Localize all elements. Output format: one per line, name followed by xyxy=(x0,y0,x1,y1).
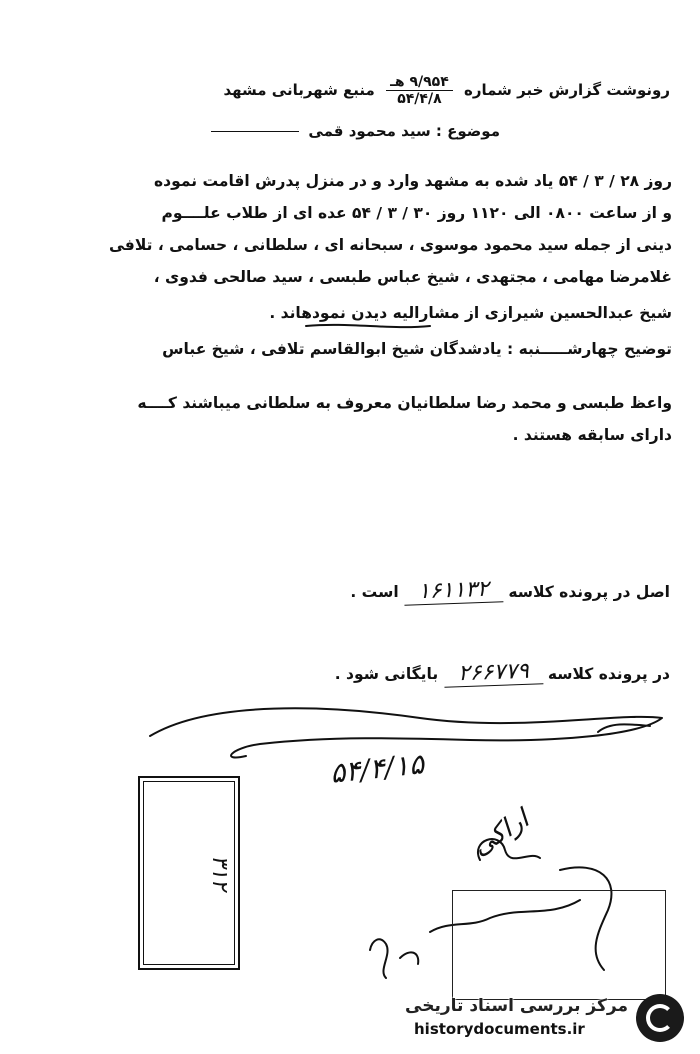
body-line: واعظ طبسی و محمد رضا سلطانیان معروف به سلطانی میباشند کــــه xyxy=(137,394,672,412)
body-line: شیخ عبدالحسین شیرازی از مشارالیه دیدن نمودهاند . xyxy=(269,304,672,322)
filing-line-original xyxy=(20,578,670,604)
filing-original-prefix: اصل در پرونده کلاسه xyxy=(508,583,670,601)
header-source: منبع شهربانی مشهد xyxy=(223,81,375,99)
watermark-url[interactable]: historydocuments.ir xyxy=(414,1020,585,1038)
body-line: دینی از جمله سید محمود موسوی ، سبحانه ای ، سلطانی ، حسامی ، تلافی xyxy=(109,236,672,254)
signature-scribble xyxy=(370,939,388,978)
header-prefix: رونوشت گزارش خبر شماره xyxy=(463,81,670,99)
underline-mark xyxy=(306,325,430,327)
signature-scribble xyxy=(400,952,418,964)
body-line: غلامرضا مهامی ، مجتهدی ، شیخ عباس طبسی ، سید صالحی فدوی ، xyxy=(153,268,672,286)
body-line: و از ساعت ۰۸۰۰ الی ۱۱۲۰ روز ۳۰ / ۳ / ۵۴ عده ای از طلاب علــــوم xyxy=(161,204,672,222)
signature-tail xyxy=(598,724,650,732)
handwritten-date: ۵۴/۴/۱۵ xyxy=(328,747,426,790)
filing-archive-suffix: بایگانی شود . xyxy=(334,665,439,683)
filing-archive-prefix: در پرونده کلاسه xyxy=(547,665,670,683)
body-line: دارای سابقه هستند . xyxy=(512,426,672,444)
report-header xyxy=(223,74,670,107)
reference-number: ۹/۹۵۴ هـ xyxy=(386,74,453,91)
subject-label: موضوع : سید محمود قمی xyxy=(308,122,500,140)
filing-archive-number: ۲۶۶۷۷۹ xyxy=(443,658,543,687)
archive-logo-icon xyxy=(636,994,684,1042)
subject-underline xyxy=(211,131,299,132)
body-line: توضیح چهارشـــــنبه : یادشدگان شیخ ابوالقاسم تلافی ، شیخ عباس xyxy=(162,340,672,358)
filing-original-suffix: است . xyxy=(350,583,399,601)
body-line: روز ۲۸ / ۳ / ۵۴ یاد شده به مشهد وارد و در منزل پدرش اقامت نموده xyxy=(154,172,672,190)
watermark-title: مرکز بررسی اسناد تاریخی xyxy=(405,996,628,1016)
subject-line xyxy=(211,122,500,140)
filing-line-archive xyxy=(20,660,670,686)
handwritten-signature-note: اراکی xyxy=(466,804,535,862)
header-reference xyxy=(386,74,453,107)
faint-stamp xyxy=(452,890,666,1000)
stamp-handwriting: ۳۱۲ xyxy=(207,855,232,891)
filing-original-number: ۱۶۱۱۳۲ xyxy=(404,576,504,605)
reference-date: ۵۴/۴/۸ xyxy=(397,91,442,107)
